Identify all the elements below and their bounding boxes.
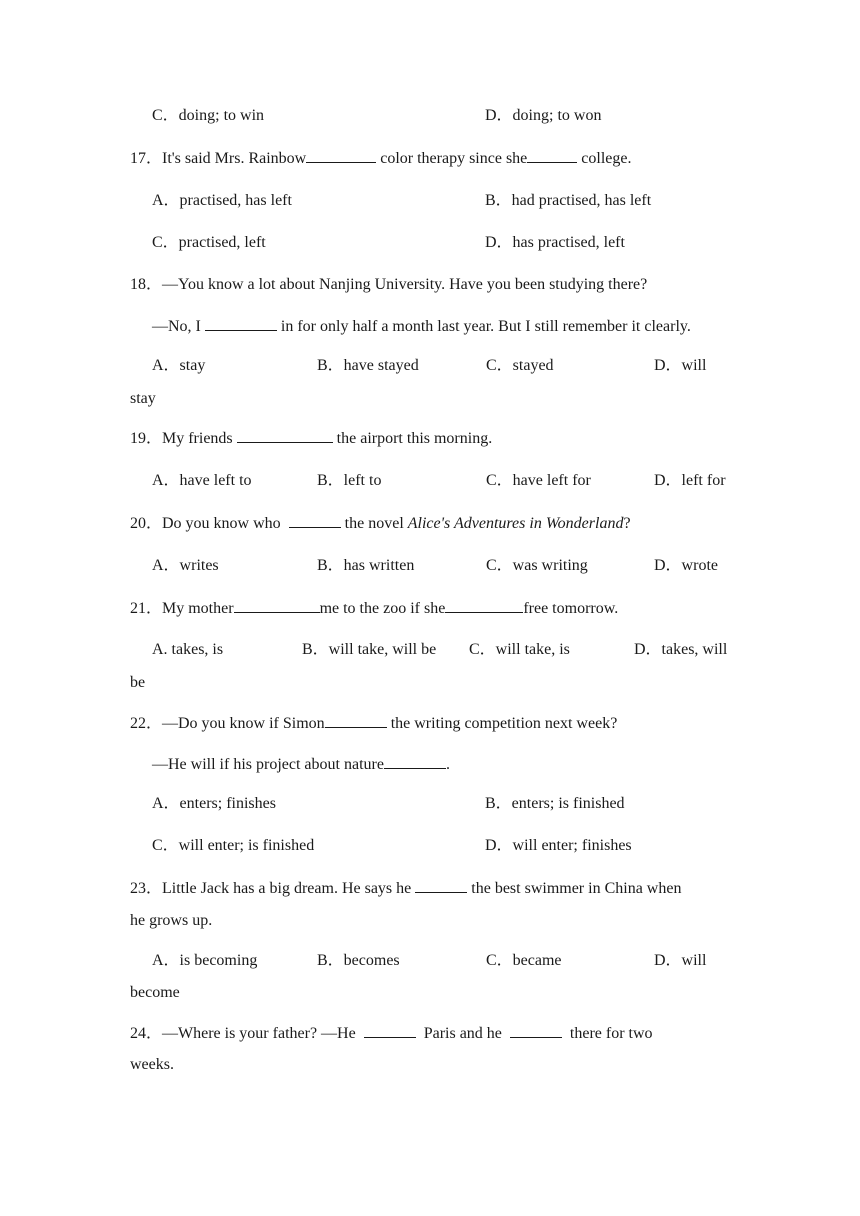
q18-stem bbox=[0, 273, 860, 297]
q22-options-row-2 bbox=[0, 834, 860, 858]
q22-text-b: the writing competition next week? bbox=[386, 715, 618, 732]
q19-text-b: the airport this morning. bbox=[332, 430, 493, 447]
q23-options-wrap bbox=[0, 981, 860, 1005]
q21-stem bbox=[0, 596, 860, 620]
q23-text-b: the best swimmer in China when bbox=[467, 880, 682, 897]
q18-line-1: 18．—You know a lot about Nanjing University. Have you been studying there? bbox=[130, 276, 648, 293]
answer-blank bbox=[415, 876, 467, 893]
q17-option-d: D．has practised, left bbox=[485, 234, 625, 251]
q22-option-d: D．will enter; finishes bbox=[485, 837, 632, 854]
q23-option-c: C．became bbox=[486, 952, 562, 969]
answer-blank bbox=[289, 511, 341, 528]
answer-blank bbox=[237, 426, 333, 443]
q19-option-b: B．left to bbox=[317, 472, 382, 489]
q20-option-d: D．wrote bbox=[654, 557, 718, 574]
q22-text-a: 22．—Do you know if Simon bbox=[130, 715, 325, 732]
q19-stem bbox=[0, 426, 860, 450]
q17-text-c: college. bbox=[577, 150, 632, 167]
q16-option-d: D．doing; to won bbox=[485, 107, 602, 124]
answer-blank bbox=[510, 1021, 562, 1038]
q20-options bbox=[0, 554, 860, 578]
q24-line-2: weeks. bbox=[130, 1056, 174, 1073]
q18-option-c: C．stayed bbox=[486, 357, 554, 374]
answer-blank bbox=[306, 146, 376, 163]
q21-option-d: D．takes, will bbox=[634, 641, 728, 658]
q24-stem-wrap bbox=[0, 1053, 860, 1077]
q21-option-b: B．will take, will be bbox=[302, 641, 437, 658]
q21-text-b: me to the zoo if she bbox=[319, 600, 446, 617]
q22-text-d: . bbox=[445, 756, 450, 773]
q21-option-d-wrap: be bbox=[130, 674, 146, 691]
q24-stem bbox=[0, 1021, 860, 1045]
q16-option-c: C．doing; to win bbox=[152, 107, 265, 124]
q18-option-b: B．have stayed bbox=[317, 357, 419, 374]
q17-options-row-1 bbox=[0, 189, 860, 213]
answer-blank bbox=[364, 1021, 416, 1038]
q19-text-a: 19．My friends bbox=[130, 430, 237, 447]
q19-option-c: C．have left for bbox=[486, 472, 591, 489]
q18-response bbox=[0, 314, 860, 338]
q20-option-a: A．writes bbox=[152, 557, 219, 574]
q18-options bbox=[0, 354, 860, 378]
q22-stem bbox=[0, 711, 860, 735]
answer-blank bbox=[445, 596, 523, 613]
q23-stem-wrap bbox=[0, 909, 860, 933]
answer-blank bbox=[205, 314, 277, 331]
answer-blank bbox=[234, 596, 320, 613]
q22-response bbox=[0, 752, 860, 776]
q23-option-d-wrap: become bbox=[130, 984, 180, 1001]
q18-text-a: —No, I bbox=[152, 318, 205, 335]
q20-text-c: ? bbox=[623, 515, 631, 532]
q18-text-b: in for only half a month last year. But I still remember it clearly. bbox=[276, 318, 691, 335]
q21-text-c: free tomorrow. bbox=[523, 600, 619, 617]
q17-option-c: C．practised, left bbox=[152, 234, 266, 251]
q20-text-b: the novel bbox=[340, 515, 408, 532]
q18-option-d: D．will bbox=[654, 357, 707, 374]
q17-stem bbox=[0, 146, 860, 170]
q20-novel-title: Alice's Adventures in Wonderland bbox=[407, 515, 624, 532]
q17-options-row-2 bbox=[0, 231, 860, 255]
q19-option-d: D．left for bbox=[654, 472, 726, 489]
q21-options bbox=[0, 638, 860, 662]
q22-options-row-1 bbox=[0, 792, 860, 816]
q24-text-b: Paris and he bbox=[419, 1025, 506, 1042]
q20-option-c: C．was writing bbox=[486, 557, 588, 574]
q18-options-wrap bbox=[0, 387, 860, 411]
q19-options bbox=[0, 469, 860, 493]
q23-text-a: 23．Little Jack has a big dream. He says he bbox=[130, 880, 416, 897]
q24-text-a: 24．—Where is your father? —He bbox=[130, 1025, 360, 1042]
answer-blank bbox=[527, 146, 577, 163]
q18-option-d-wrap: stay bbox=[130, 390, 156, 407]
q18-option-a: A．stay bbox=[152, 357, 206, 374]
q22-option-c: C．will enter; is finished bbox=[152, 837, 315, 854]
q23-options bbox=[0, 949, 860, 973]
q17-option-a: A．practised, has left bbox=[152, 192, 292, 209]
q17-option-b: B．had practised, has left bbox=[485, 192, 652, 209]
q23-option-d: D．will bbox=[654, 952, 707, 969]
q17-text-b: color therapy since she bbox=[376, 150, 528, 167]
q16-options-row-2 bbox=[0, 104, 860, 128]
q20-stem bbox=[0, 511, 860, 535]
q20-text-a: 20．Do you know who bbox=[130, 515, 285, 532]
answer-blank bbox=[384, 752, 446, 769]
q17-text-a: 17．It's said Mrs. Rainbow bbox=[130, 150, 307, 167]
q19-option-a: A．have left to bbox=[152, 472, 252, 489]
q21-text-a: 21．My mother bbox=[130, 600, 234, 617]
q21-options-wrap bbox=[0, 671, 860, 695]
q23-option-b: B．becomes bbox=[317, 952, 400, 969]
q22-option-a: A．enters; finishes bbox=[152, 795, 276, 812]
q24-text-c: there for two bbox=[565, 1025, 653, 1042]
q20-option-b: B．has written bbox=[317, 557, 415, 574]
q21-option-a: A. takes, is bbox=[152, 641, 224, 658]
q22-option-b: B．enters; is finished bbox=[485, 795, 625, 812]
q21-option-c: C．will take, is bbox=[469, 641, 570, 658]
q23-stem bbox=[0, 876, 860, 900]
q23-option-a: A．is becoming bbox=[152, 952, 258, 969]
q23-line-2: he grows up. bbox=[130, 912, 213, 929]
answer-blank bbox=[325, 711, 387, 728]
q22-text-c: —He will if his project about nature bbox=[152, 756, 384, 773]
